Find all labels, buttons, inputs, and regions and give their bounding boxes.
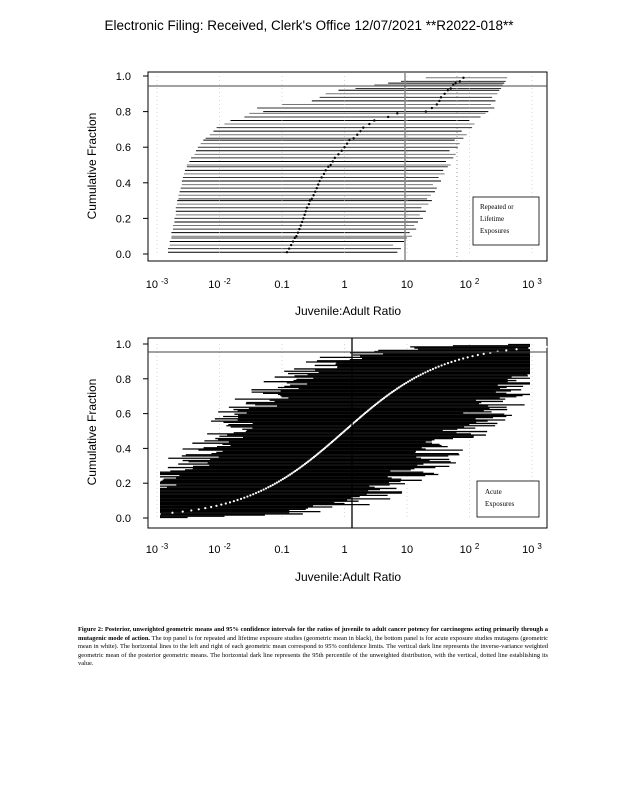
x-tick-label: 10 $^{-3}$ xyxy=(145,542,169,556)
x-tick-label: 10 $^3$ xyxy=(522,542,542,556)
geometric-mean-point xyxy=(278,480,280,482)
geometric-mean-point xyxy=(305,210,307,212)
y-tick-label: 0.2 xyxy=(115,213,131,226)
geometric-mean-point xyxy=(318,180,320,182)
geometric-mean-point xyxy=(437,366,439,368)
geometric-mean-point xyxy=(449,87,451,89)
geometric-mean-point xyxy=(429,369,431,371)
y-tick-label: 0.8 xyxy=(115,106,131,119)
geometric-mean-point xyxy=(477,354,479,356)
geometric-mean-point xyxy=(409,379,411,381)
geometric-mean-point xyxy=(424,371,426,373)
geometric-mean-point xyxy=(420,374,422,376)
y-tick-label: 1.0 xyxy=(115,71,131,83)
y-tick-label: 1.0 xyxy=(115,339,131,351)
x-tick-label: 10 $^3$ xyxy=(522,277,542,291)
caption-body: The top panel is for repeated and lifetime exposure studies (geometric mean in black), the bottom panel is for acute exposure studies mutagens (geometric mean in white). The horizontal lines to the left and right of each geometric mean correspond to 95% confidence limits. The vertical dark line represents the inverse-variance weighted geometric mean of the posterior geometric means. The horizontal dark line represents the 95th percentile of the unweighted distribution, with the vertical, dotted line establishing its value. xyxy=(78,634,548,668)
geometric-mean-point xyxy=(229,501,231,503)
geometric-mean-point xyxy=(240,498,242,500)
geometric-mean-point xyxy=(411,378,413,380)
geometric-mean-point xyxy=(462,357,464,359)
geometric-mean-point xyxy=(292,240,294,242)
geometric-mean-point xyxy=(407,381,409,383)
geometric-mean-point xyxy=(236,499,238,501)
geometric-mean-point xyxy=(454,360,456,362)
geometric-mean-point xyxy=(280,479,282,481)
geometric-mean-point xyxy=(401,384,403,386)
y-tick-label: 0.2 xyxy=(115,478,131,491)
geometric-mean-point xyxy=(458,359,460,361)
geometric-mean-point xyxy=(436,103,438,105)
geometric-mean-point xyxy=(427,370,429,372)
geometric-mean-point xyxy=(396,112,398,114)
geometric-mean-point xyxy=(252,493,254,495)
electronic-filing-stamp: Electronic Filing: Received, Clerk's Office 12/07/2021 **R2022-018** xyxy=(104,18,514,33)
geometric-mean-point xyxy=(303,214,305,216)
geometric-mean-point xyxy=(249,494,251,496)
geometric-mean-point xyxy=(285,476,287,478)
geometric-mean-point xyxy=(311,198,313,200)
geometric-mean-point xyxy=(467,356,469,358)
geometric-mean-point xyxy=(204,507,206,509)
geometric-mean-point xyxy=(320,176,322,178)
geometric-mean-point xyxy=(417,375,419,377)
geometric-mean-point xyxy=(337,153,339,155)
geometric-mean-point xyxy=(215,505,217,507)
geometric-mean-point xyxy=(269,485,271,487)
geometric-mean-point xyxy=(356,134,358,136)
geometric-mean-point xyxy=(440,96,442,98)
bottom-y-axis-label: Cumulative Fraction xyxy=(85,378,99,486)
geometric-mean-point xyxy=(425,110,427,112)
geometric-mean-point xyxy=(182,511,184,513)
top-legend-line-3: Exposures xyxy=(480,227,510,235)
x-tick-label: 1 xyxy=(341,279,348,291)
geometric-mean-point xyxy=(447,362,449,364)
geometric-mean-point xyxy=(301,221,303,223)
geometric-mean-point xyxy=(327,166,329,168)
geometric-mean-point xyxy=(288,247,290,249)
top-x-axis xyxy=(146,277,543,291)
geometric-mean-point xyxy=(459,80,461,82)
x-tick-label: 1 xyxy=(341,544,348,556)
top-y-axis xyxy=(116,71,148,261)
x-tick-label: 10 $^2$ xyxy=(459,542,480,556)
geometric-mean-point xyxy=(352,137,354,139)
x-tick-label: 10 $^{-2}$ xyxy=(208,277,231,291)
top-legend xyxy=(473,197,539,245)
geometric-mean-point xyxy=(505,349,507,351)
geometric-mean-point xyxy=(61,516,63,518)
geometric-mean-point xyxy=(274,483,276,485)
x-tick-label: 0.1 xyxy=(274,279,290,291)
geometric-mean-point xyxy=(343,146,345,148)
geometric-mean-point xyxy=(444,363,446,365)
bottom-y-axis xyxy=(116,339,148,525)
geometric-mean-point xyxy=(334,157,336,159)
x-tick-label: 10 xyxy=(400,279,414,291)
y-tick-label: 0.4 xyxy=(115,177,131,190)
geometric-mean-point xyxy=(159,513,161,515)
geometric-mean-point xyxy=(413,377,415,379)
bottom-legend xyxy=(477,481,539,517)
top-confidence-intervals xyxy=(168,78,510,252)
geometric-mean-point xyxy=(267,486,269,488)
geometric-mean-point xyxy=(142,514,144,516)
y-tick-label: 0.6 xyxy=(115,142,131,155)
y-tick-label: 0.6 xyxy=(115,408,131,421)
caption-lead: Figure 2: Posterior, unweighted geometric means and 95% confidence intervals for the ratios of juvenile to adult cancer potency for carcinogens acting primarily through a mutagenic mode of action. xyxy=(78,626,548,642)
geometric-mean-point xyxy=(298,228,300,230)
geometric-mean-point xyxy=(233,500,235,502)
geometric-mean-point xyxy=(260,490,262,492)
geometric-mean-point xyxy=(462,77,464,79)
geometric-mean-point xyxy=(483,353,485,355)
bottom-x-axis xyxy=(146,542,543,556)
geometric-mean-point xyxy=(438,100,440,102)
geometric-mean-point xyxy=(300,224,302,226)
geometric-mean-point xyxy=(450,361,452,363)
geometric-mean-point xyxy=(346,142,348,144)
geometric-mean-point xyxy=(447,89,449,91)
geometric-mean-point xyxy=(316,187,318,189)
geometric-mean-point xyxy=(290,244,292,246)
x-tick-label: 10 $^2$ xyxy=(459,277,480,291)
top-legend-line-2: Lifetime xyxy=(480,215,505,223)
geometric-mean-point xyxy=(306,207,308,209)
bottom-chart xyxy=(0,330,618,600)
geometric-mean-point xyxy=(515,348,517,350)
top-legend-line-1: Repeated or xyxy=(480,203,514,211)
top-x-axis-label: Juvenile:Adult Ratio xyxy=(294,304,402,318)
geometric-mean-point xyxy=(415,376,417,378)
geometric-mean-point xyxy=(362,126,364,128)
y-tick-label: 0.8 xyxy=(115,373,131,386)
geometric-mean-point xyxy=(314,191,316,193)
geometric-mean-point xyxy=(263,488,265,490)
geometric-mean-point xyxy=(272,484,274,486)
geometric-mean-point xyxy=(348,139,350,141)
y-tick-label: 0.0 xyxy=(115,513,131,525)
geometric-mean-point xyxy=(258,491,260,493)
bottom-x-axis-label: Juvenile:Adult Ratio xyxy=(294,570,402,584)
geometric-mean-point xyxy=(255,492,257,494)
geometric-mean-point xyxy=(309,199,311,201)
geometric-mean-point xyxy=(440,364,442,366)
x-tick-label: 10 xyxy=(400,544,414,556)
geometric-mean-point xyxy=(454,82,456,84)
geometric-mean-point xyxy=(312,194,314,196)
geometric-mean-point xyxy=(368,123,370,125)
x-tick-label: 10 $^{-2}$ xyxy=(208,542,231,556)
x-tick-label: 0.1 xyxy=(274,544,290,556)
y-tick-label: 0.4 xyxy=(115,443,131,456)
geometric-mean-point xyxy=(198,508,200,510)
geometric-mean-point xyxy=(295,235,297,237)
geometric-mean-point xyxy=(400,385,402,387)
figure-caption xyxy=(78,626,548,669)
geometric-mean-point xyxy=(545,346,547,348)
geometric-mean-point xyxy=(284,477,286,479)
x-tick-label: 10 $^{-3}$ xyxy=(145,277,169,291)
geometric-mean-point xyxy=(422,372,424,374)
geometric-mean-point xyxy=(324,169,326,171)
geometric-mean-point xyxy=(317,183,319,185)
top-chart xyxy=(0,0,618,330)
y-tick-label: 0.0 xyxy=(115,249,131,261)
geometric-mean-point xyxy=(286,251,288,253)
geometric-mean-point xyxy=(435,367,437,369)
geometric-mean-point xyxy=(220,504,222,506)
geometric-mean-point xyxy=(282,478,284,480)
geometric-mean-point xyxy=(302,217,304,219)
geometric-mean-point xyxy=(329,164,331,166)
geometric-mean-point xyxy=(323,173,325,175)
geometric-mean-point xyxy=(443,93,445,95)
geometric-mean-point xyxy=(171,512,173,514)
top-y-axis-label: Cumulative Fraction xyxy=(85,112,99,220)
geometric-mean-point xyxy=(373,119,375,121)
geometric-mean-point xyxy=(528,347,530,349)
geometric-mean-point xyxy=(265,487,267,489)
geometric-mean-point xyxy=(294,237,296,239)
geometric-mean-point xyxy=(405,382,407,384)
geometric-mean-point xyxy=(297,231,299,233)
geometric-mean-point xyxy=(571,345,573,347)
geometric-mean-point xyxy=(340,150,342,152)
geometric-mean-point xyxy=(246,495,248,497)
geometric-mean-point xyxy=(190,509,192,511)
bottom-legend-line-2: Exposures xyxy=(485,500,515,508)
geometric-mean-point xyxy=(471,355,473,357)
bottom-legend-line-1: Acute xyxy=(485,488,502,496)
geometric-mean-point xyxy=(276,482,278,484)
geometric-mean-point xyxy=(210,506,212,508)
geometric-mean-point xyxy=(431,107,433,109)
geometric-mean-point xyxy=(359,130,361,132)
geometric-mean-point xyxy=(332,160,334,162)
geometric-mean-point xyxy=(225,502,227,504)
geometric-mean-point xyxy=(387,116,389,118)
geometric-mean-point xyxy=(403,383,405,385)
geometric-mean-point xyxy=(308,203,310,205)
geometric-mean-point xyxy=(432,368,434,370)
geometric-mean-point xyxy=(243,497,245,499)
